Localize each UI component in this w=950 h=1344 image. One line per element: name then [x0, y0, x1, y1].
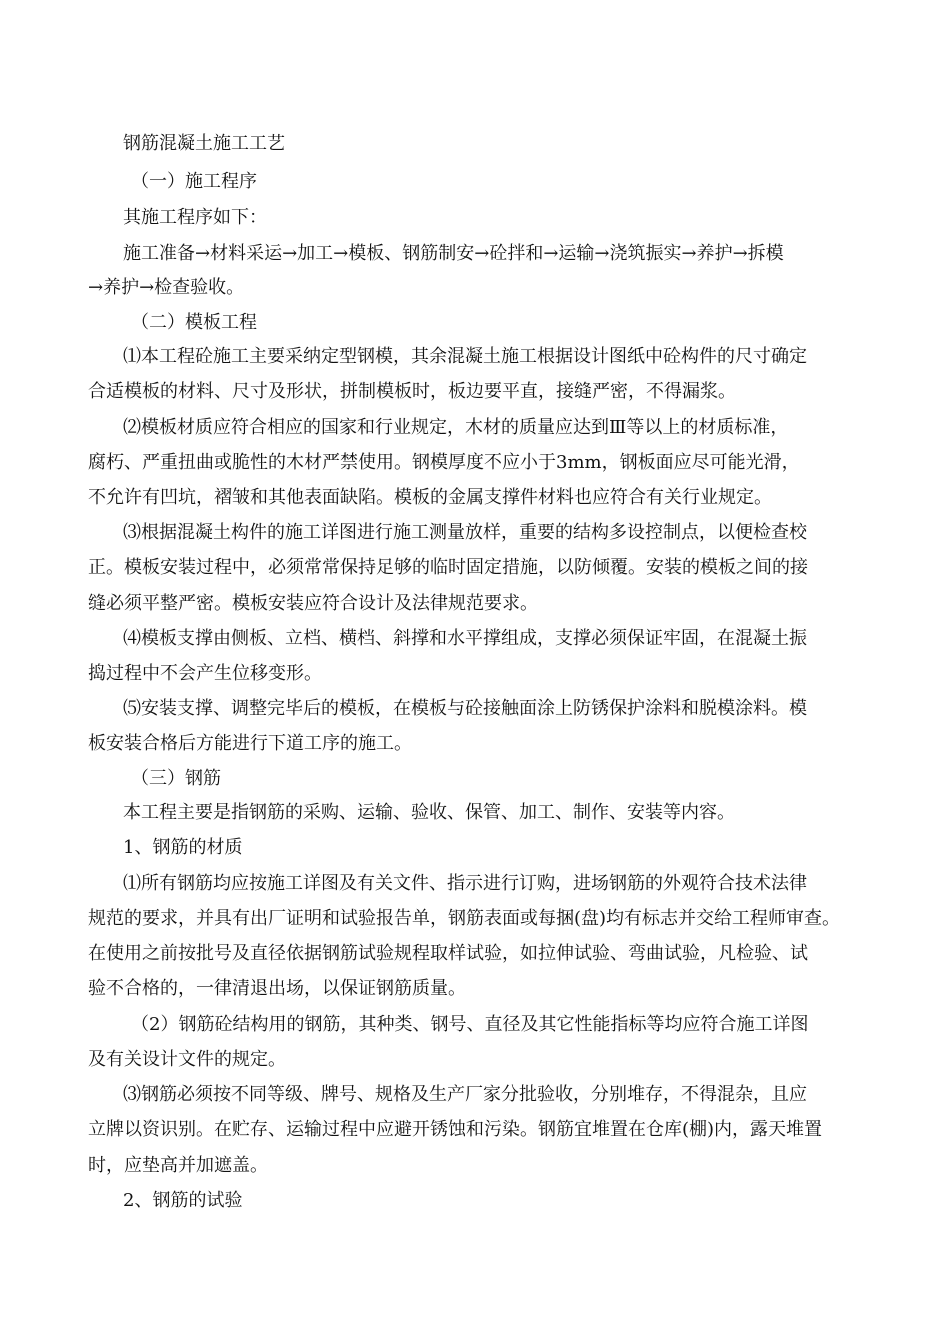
paragraph-line: （2）钢筋砼结构用的钢筋，其种类、钢号、直径及其它性能指标等均应符合施工详图: [131, 1014, 809, 1035]
paragraph-line: 合适模板的材料、尺寸及形状，拼制模板时，板边要平直，接缝严密，不得漏浆。: [88, 381, 736, 402]
paragraph-line: 规范的要求，并具有出厂证明和试验报告单，钢筋表面或每捆(盘)均有标志并交给工程师审查。: [88, 908, 841, 929]
paragraph-line: ⑶根据混凝土构件的施工详图进行施工测量放样，重要的结构多设控制点，以便检查校: [123, 522, 807, 543]
paragraph-line: 时，应垫高并加遮盖。: [88, 1155, 268, 1176]
paragraph-line: 捣过程中不会产生位移变形。: [88, 663, 322, 684]
paragraph-line: 缝必须平整严密。模板安装应符合设计及法律规范要求。: [88, 593, 538, 614]
paragraph-line: 其施工程序如下：: [123, 207, 267, 228]
subsection-heading: 2、钢筋的试验: [123, 1190, 243, 1211]
paragraph-line: 正。模板安装过程中，必须常常保持足够的临时固定措施，以防倾覆。安装的模板之间的接: [88, 557, 808, 578]
paragraph-line: 验不合格的，一律清退出场，以保证钢筋质量。: [88, 978, 466, 999]
paragraph-line: 在使用之前按批号及直径依据钢筋试验规程取样试验，如拉伸试验、弯曲试验，凡检验、试: [88, 943, 808, 964]
paragraph-line: ⑴本工程砼施工主要采纳定型钢模，其余混凝土施工根据设计图纸中砼构件的尺寸确定: [123, 346, 807, 367]
paragraph-line: 板安装合格后方能进行下道工序的施工。: [88, 733, 412, 754]
paragraph-line: 及有关设计文件的规定。: [88, 1049, 286, 1070]
section-heading: （一）施工程序: [131, 171, 257, 192]
paragraph-line: ⑶钢筋必须按不同等级、牌号、规格及生产厂家分批验收，分别堆存，不得混杂，且应: [123, 1084, 807, 1105]
paragraph-line: ⑸安装支撑、调整完毕后的模板，在模板与砼接触面涂上防锈保护涂料和脱模涂料。模: [123, 698, 807, 719]
paragraph-line: 本工程主要是指钢筋的采购、运输、验收、保管、加工、制作、安装等内容。: [123, 802, 735, 823]
section-heading: （三）钢筋: [131, 768, 221, 789]
paragraph-line: →养护→检查验收。: [88, 277, 245, 298]
paragraph-line: 施工准备→材料采运→加工→模板、钢筋制安→砼拌和→运输→浇筑振实→养护→拆模: [123, 243, 784, 264]
paragraph-line: 不允许有凹坑，褶皱和其他表面缺陷。模板的金属支撑件材料也应符合有关行业规定。: [88, 487, 772, 508]
paragraph-line: ⑵模板材质应符合相应的国家和行业规定，木材的质量应达到Ⅲ等以上的材质标准，: [123, 417, 789, 438]
paragraph-line: 立牌以资识别。在贮存、运输过程中应避开锈蚀和污染。钢筋宜堆置在仓库(棚)内，露天堆置: [88, 1119, 823, 1140]
paragraph-line: ⑷模板支撑由侧板、立档、横档、斜撑和水平撑组成，支撑必须保证牢固，在混凝土振: [123, 628, 807, 649]
subsection-heading: 1、钢筋的材质: [123, 837, 243, 858]
section-heading: （二）模板工程: [131, 312, 257, 333]
paragraph-line: ⑴所有钢筋均应按施工详图及有关文件、指示进行订购，进场钢筋的外观符合技术法律: [123, 873, 807, 894]
document-title: 钢筋混凝土施工工艺: [123, 133, 285, 154]
paragraph-line: 腐朽、严重扭曲或脆性的木材严禁使用。钢模厚度不应小于3mm，钢板面应尽可能光滑，: [88, 452, 800, 473]
